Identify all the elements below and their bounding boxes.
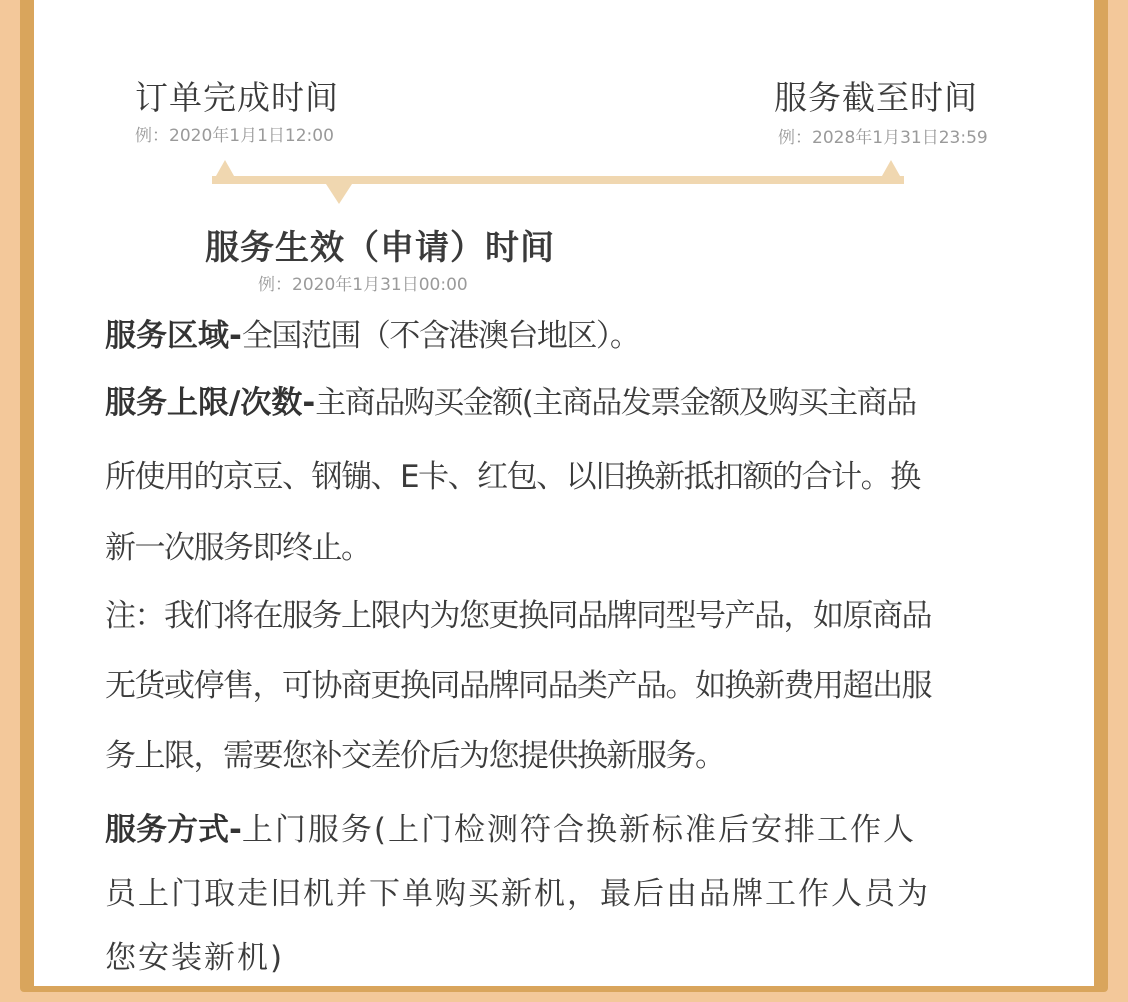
service-limit-heading: 服务上限/次数- — [105, 385, 316, 421]
service-end-time-example: 例：2028年1月31日23:59 — [778, 128, 988, 148]
service-method-text-1: 上门服务(上门检测符合换新标准后安排工作人 — [241, 812, 916, 848]
service-method-line-1 — [105, 804, 916, 849]
service-limit-text-1: 主商品购买金额(主商品发票金额及购买主商品 — [315, 385, 916, 421]
service-area-heading: 服务区域- — [105, 318, 242, 354]
note-line-1: 注：我们将在服务上限内为您更换同品牌同型号产品，如原商品 — [105, 598, 931, 634]
order-complete-time-title: 订单完成时间 — [135, 78, 339, 117]
service-end-time-title: 服务截至时间 — [774, 78, 978, 117]
timeline-mid-marker — [326, 184, 352, 204]
note-line-3: 务上限，需要您补交差价后为您提供换新服务。 — [105, 738, 725, 774]
service-method-line-3: 您安装新机) — [105, 940, 285, 976]
service-limit-line-3: 新一次服务即终止。 — [105, 530, 371, 566]
service-method-heading: 服务方式- — [105, 812, 242, 848]
service-method-line-2: 员上门取走旧机并下单购买新机，最后由品牌工作人员为 — [105, 876, 930, 912]
timeline-line — [212, 176, 904, 184]
order-complete-time-example: 例：2020年1月1日12:00 — [135, 126, 334, 146]
note-line-2: 无货或停售，可协商更换同品牌同品类产品。如换新费用超出服 — [105, 668, 931, 704]
service-area-text: 全国范围（不含港澳台地区）。 — [241, 318, 640, 354]
service-limit-line-2: 所使用的京豆、钢镚、E卡、红包、以旧换新抵扣额的合计。换 — [105, 459, 920, 495]
service-effective-time-title: 服务生效（申请）时间 — [205, 228, 555, 268]
service-effective-time-example: 例：2020年1月31日00:00 — [258, 275, 468, 295]
service-limit-line-1 — [105, 377, 916, 422]
service-area-paragraph — [105, 310, 639, 355]
